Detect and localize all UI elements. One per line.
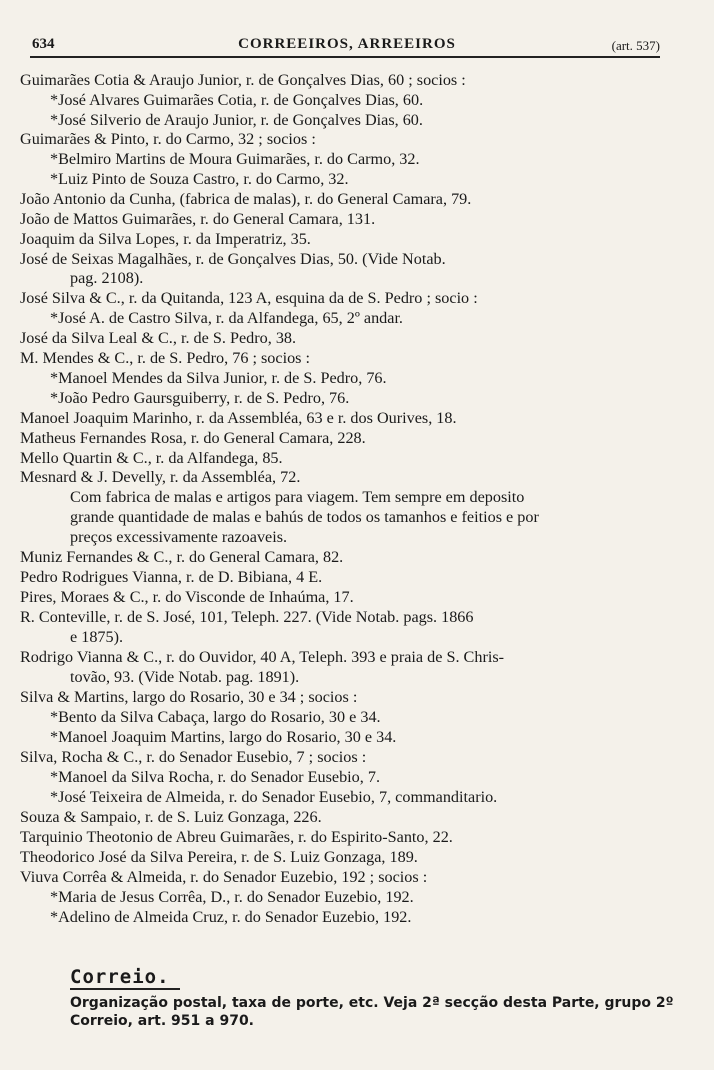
firm-entry: Silva, Rocha & C., r. do Senador Eusebio, 7 ; socios :	[20, 748, 367, 766]
firm-entry: Theodorico José da Silva Pereira, r. de S. Luiz Gonzaga, 189.	[20, 848, 418, 866]
firm-entry: Joaquim da Silva Lopes, r. da Imperatriz, 35.	[20, 230, 311, 248]
entry-continuation: preços excessivamente razoaveis.	[70, 528, 288, 546]
firm-entry: Matheus Fernandes Rosa, r. do General Camara, 228.	[20, 429, 366, 447]
page-header	[30, 30, 664, 56]
partner-entry: *Belmiro Martins de Moura Guimarães, r. do Carmo, 32.	[50, 150, 420, 168]
firm-entry: R. Conteville, r. de S. José, 101, Teleph. 227. (Vide Notab. pags. 1866	[20, 608, 474, 626]
firm-entry: João de Mattos Guimarães, r. do General Camara, 131.	[20, 210, 376, 228]
firm-entry: Mello Quartin & C., r. da Alfandega, 85.	[20, 449, 283, 467]
partner-entry: *Adelino de Almeida Cruz, r. do Senador Euzebio, 192.	[50, 908, 412, 926]
entry-continuation: tovão, 93. (Vide Notab. pag. 1891).	[70, 668, 300, 686]
firm-entry: Pedro Rodrigues Vianna, r. de D. Bibiana, 4 E.	[20, 568, 323, 586]
firm-entry: Tarquinio Theotonio de Abreu Guimarães, r. do Espirito-Santo, 22.	[20, 828, 453, 846]
firm-entry: Mesnard & J. Develly, r. da Assembléa, 72.	[20, 468, 301, 486]
article-reference: (art. 537)	[611, 38, 660, 53]
partner-entry: *Manoel da Silva Rocha, r. do Senador Eusebio, 7.	[50, 768, 380, 786]
firm-entry: Silva & Martins, largo do Rosario, 30 e 34 ; socios :	[20, 688, 358, 706]
entry-continuation: grande quantidade de malas e bahús de todos os tamanhos e feitios e por	[70, 508, 539, 526]
page-title: CORREEIROS, ARREEIROS	[238, 36, 456, 52]
firm-entry: José Silva & C., r. da Quitanda, 123 A, esquina da de S. Pedro ; socio :	[20, 289, 478, 307]
firm-entry: Viuva Corrêa & Almeida, r. do Senador Euzebio, 192 ; socios :	[20, 868, 428, 886]
partner-entry: *Maria de Jesus Corrêa, D., r. do Senador Euzebio, 192.	[50, 888, 414, 906]
partner-entry: *José Alvares Guimarães Cotia, r. de Gonçalves Dias, 60.	[50, 91, 424, 109]
partner-entry: *José A. de Castro Silva, r. da Alfandega, 65, 2º andar.	[50, 309, 403, 327]
firm-entry: Souza & Sampaio, r. de S. Luiz Gonzaga, 226.	[20, 808, 322, 826]
page-number: 634	[32, 36, 55, 52]
firm-entry: Guimarães & Pinto, r. do Carmo, 32 ; socios :	[20, 130, 316, 148]
section-title-underline	[70, 988, 180, 990]
section-title-correio: Correio.	[70, 966, 170, 988]
entry-continuation: pag. 2108).	[70, 269, 144, 287]
partner-entry: *José Teixeira de Almeida, r. do Senador Eusebio, 7, commanditario.	[50, 788, 498, 806]
partner-entry: *Manoel Mendes da Silva Junior, r. de S. Pedro, 76.	[50, 369, 387, 387]
firm-entry: Pires, Moraes & C., r. do Visconde de Inhaúma, 17.	[20, 588, 354, 606]
entry-continuation: Com fabrica de malas e artigos para viagem. Tem sempre em deposito	[70, 488, 525, 506]
partner-entry: *João Pedro Gaursguiberry, r. de S. Pedro, 76.	[50, 389, 350, 407]
correio-line: Correio, art. 951 a 970.	[70, 1013, 255, 1029]
firm-entry: Manoel Joaquim Marinho, r. da Assembléa, 63 e r. dos Ourives, 18.	[20, 409, 457, 427]
firm-entry: João Antonio da Cunha, (fabrica de malas), r. do General Camara, 79.	[20, 190, 472, 208]
correio-paragraph	[70, 994, 674, 1030]
partner-entry: *José Silverio de Araujo Junior, r. de Gonçalves Dias, 60.	[50, 111, 423, 129]
header-rule	[30, 56, 660, 58]
firm-entry: Rodrigo Vianna & C., r. do Ouvidor, 40 A, Teleph. 393 e praia de S. Chris-	[20, 648, 505, 666]
firm-entry: Guimarães Cotia & Araujo Junior, r. de Gonçalves Dias, 60 ; socios :	[20, 71, 466, 89]
correio-line: Organização postal, taxa de porte, etc. Veja 2ª secção desta Parte, grupo 2º	[70, 995, 674, 1011]
firm-entry: José da Silva Leal & C., r. de S. Pedro, 38.	[20, 329, 297, 347]
partner-entry: *Bento da Silva Cabaça, largo do Rosario, 30 e 34.	[50, 708, 381, 726]
entry-continuation: e 1875).	[70, 628, 124, 646]
partner-entry: *Manoel Joaquim Martins, largo do Rosario, 30 e 34.	[50, 728, 397, 746]
partner-entry: *Luiz Pinto de Souza Castro, r. do Carmo, 32.	[50, 170, 349, 188]
firm-entry: José de Seixas Magalhães, r. de Gonçalves Dias, 50. (Vide Notab.	[20, 250, 446, 268]
firm-entry: Muniz Fernandes & C., r. do General Camara, 82.	[20, 548, 344, 566]
firm-entry: M. Mendes & C., r. de S. Pedro, 76 ; socios :	[20, 349, 311, 367]
